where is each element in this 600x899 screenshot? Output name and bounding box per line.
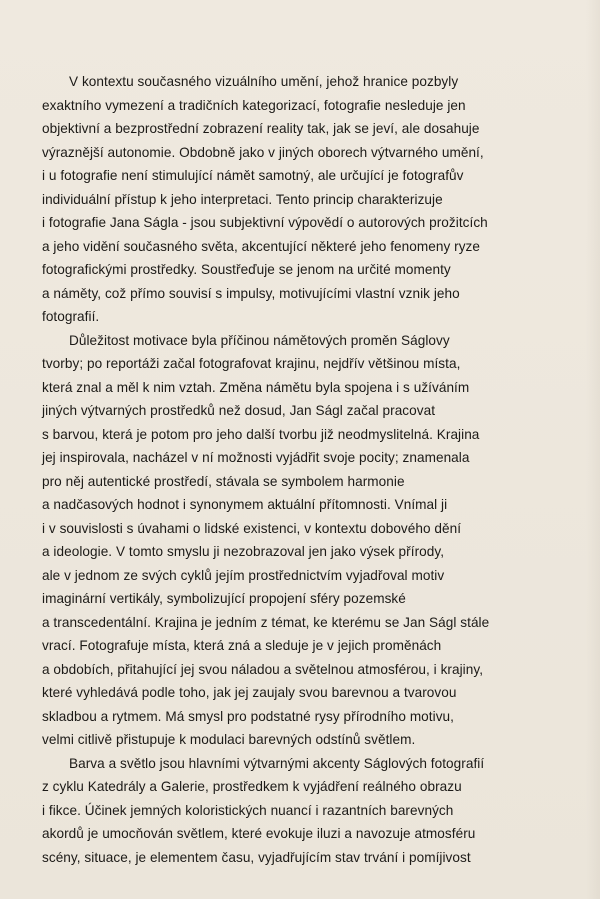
paragraph-line: individuální přístup k jeho interpretaci. Tento princip charakterizuje (42, 191, 443, 207)
paragraph-line: s barvou, která je potom pro jeho další tvorbu již neodmyslitelná. Krajina (42, 426, 480, 442)
paragraph-line: a ideologie. V tomto smyslu ji nezobrazoval jen jako výsek přírody, (42, 544, 445, 559)
paragraph-line: vrací. Fotografuje místa, která zná a sleduje je v jejich proměnách (42, 638, 442, 653)
paragraph-first-line: Barva a světlo jsou hlavními výtvarnými akcenty Ságlových fotografií (69, 755, 485, 771)
page-edge-shadow (586, 0, 600, 899)
paragraph-line: a obdobích, přitahující jej svou náladou a světelnou atmosférou, i krajiny, (42, 661, 484, 677)
paragraph-line: která znal a měl k nim vztah. Změna námětu byla spojena i s užíváním (42, 379, 470, 395)
paragraph-line: velmi citlivě přistupuje k modulaci barevných odstínů světlem. (42, 732, 416, 747)
paragraph-line: jiných výtvarných prostředků než dosud, Jan Ságl začal pracovat (42, 403, 436, 418)
paragraph-line: ale v jednom ze svých cyklů jejím prostřednictvím vyjadřoval motiv (42, 567, 445, 583)
paragraph-line: objektivní a bezprostřední zobrazení reality tak, jak se jeví, ale dosahuje (42, 121, 480, 136)
paragraph-line: i fotografie Jana Ságla - jsou subjektivní výpovědí o autorových prožitcích (42, 215, 488, 230)
paragraph-line: pro něj autentické prostředí, stávala se symbolem harmonie (42, 473, 405, 489)
paragraph (42, 329, 542, 752)
paragraph-line: scény, situace, je elementem času, vyjadřujícím stav trvání i pomíjivost (42, 849, 471, 865)
paragraph-line: fotografickými prostředky. Soustřeďuje se jenom na určité momenty (42, 262, 451, 277)
body-text (42, 70, 542, 869)
paragraph-first-line: V kontextu současného vizuálního umění, jehož hranice pozbyly (69, 74, 459, 89)
paragraph-line: jej inspirovala, nacházel v ní možnosti vyjádřit svoje pocity; znamenala (42, 450, 470, 465)
paragraph-line: a transcedentální. Krajina je jedním z témat, ke kterému se Jan Ságl stále (42, 614, 490, 630)
paragraph-line: výraznější autonomie. Obdobně jako v jiných oborech výtvarného umění, (42, 144, 484, 160)
paragraph-line: akordů je umocňován světlem, které evokuje iluzi a navozuje atmosféru (42, 826, 476, 841)
paragraph-line: z cyklu Katedrály a Galerie, prostředkem k vyjádření reálného obrazu (42, 779, 462, 794)
paragraph-line: a jeho vidění současného světa, akcentující některé jeho fenomeny ryze (42, 238, 481, 254)
paragraph (42, 752, 542, 870)
paragraph-line: i u fotografie není stimulující námět samotný, ale určující je fotografův (42, 168, 464, 183)
paragraph-first-line: Důležitost motivace byla příčinou námětových proměn Ságlovy (69, 332, 450, 348)
paragraph-line: i fikce. Účinek jemných koloristických nuancí i razantních barevných (42, 802, 454, 818)
paragraph-line: tvorby; po reportáži začal fotografovat krajinu, nejdřív většinou místa, (42, 356, 461, 371)
paragraph-line: které vyhledává podle toho, jak jej zaujaly svou barevnou a tvarovou (42, 685, 457, 700)
paragraph-line: a náměty, což přímo souvisí s impulsy, motivujícími vlastní vznik jeho (42, 285, 460, 301)
paragraph-line: i v souvislosti s úvahami o lidské existenci, v kontextu dobového dění (42, 520, 462, 536)
paragraph-line: exaktního vymezení a tradičních kategorizací, fotografie nesleduje jen (42, 97, 466, 113)
paragraph-line: imaginární vertikály, symbolizující propojení sféry pozemské (42, 591, 406, 606)
paragraph-line: skladbou a rytmem. Má smysl pro podstatné rysy přírodního motivu, (42, 708, 454, 724)
paragraph (42, 70, 542, 329)
paragraph-line: a nadčasových hodnot i synonymem aktuální přítomnosti. Vnímal ji (42, 497, 448, 512)
paragraph-line: fotografií. (42, 309, 100, 324)
